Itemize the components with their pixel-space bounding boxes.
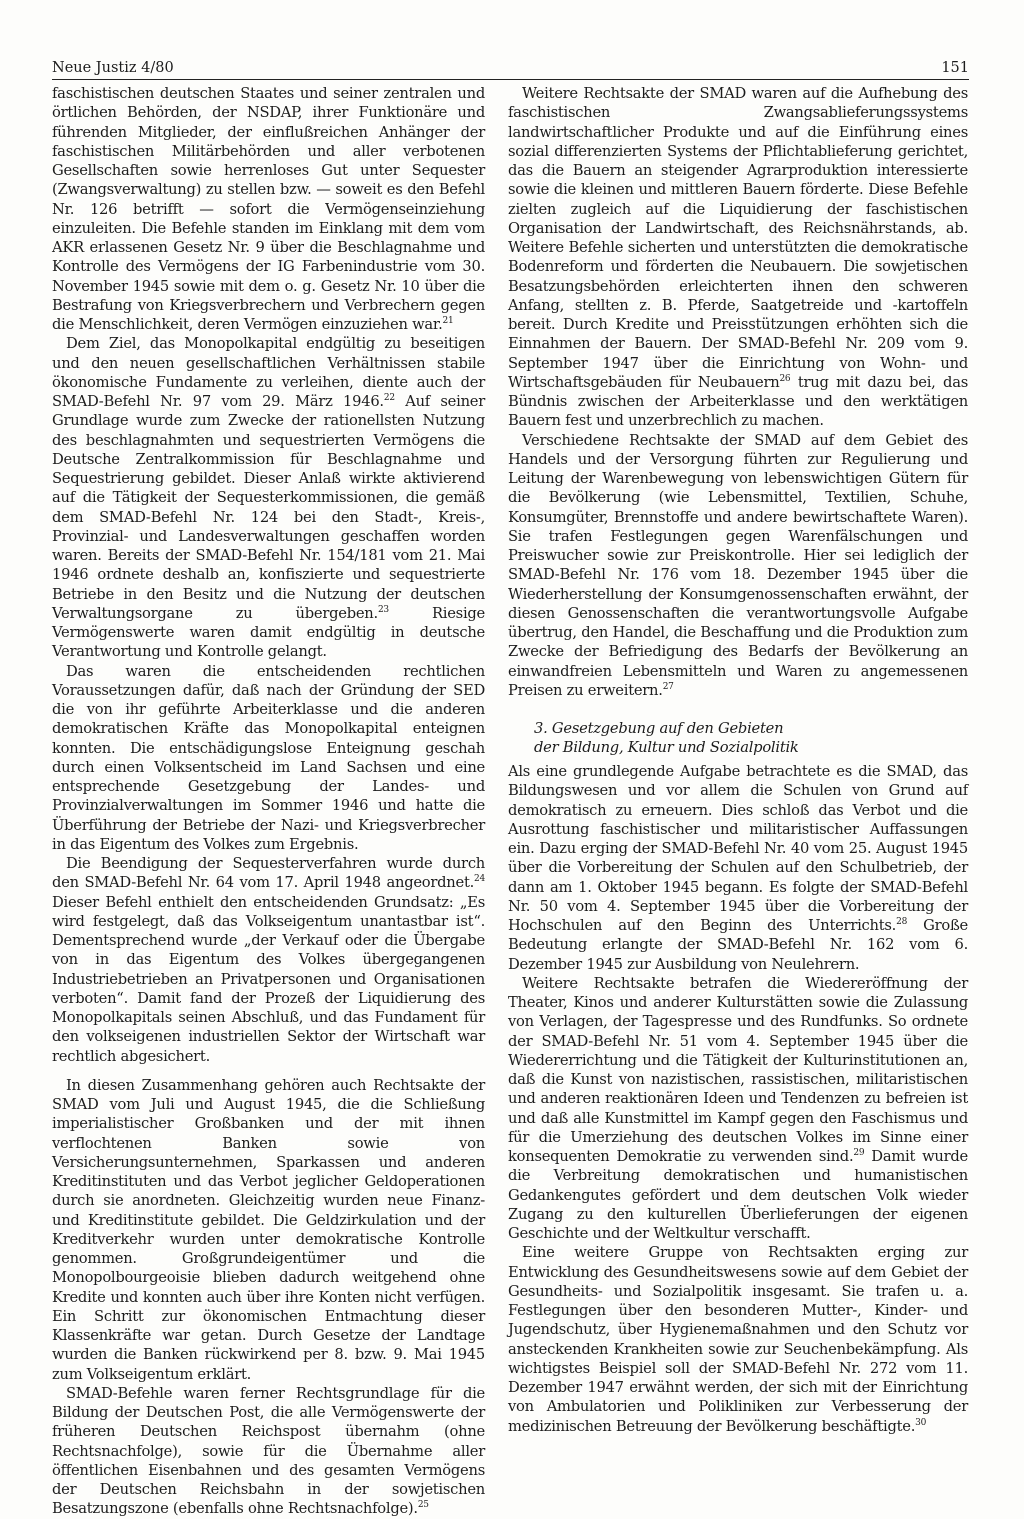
paragraph: SMAD-Befehle waren ferner Rechtsgrundlage für die Bildung der Deutschen Post, die alle Vermögenswerte der früheren Deutschen Reichspost übernahm (ohne Rechtsnachfolge), sowie für die Übernahme aller öffentlichen Eisenbahnen und des gesamten Vermögens der Deutschen Reichsbahn in der sowjetischen Besatzungszone (ebenfalls ohne Rechtsnachfolge).$^{25}$ (52, 1384, 485, 1518)
paragraph: In diesen Zusammenhang gehören auch Rechtsakte der SMAD vom Juli und August 1945, die die Schließung imperialistischer Großbanken und der mit ihnen verflochtenen Banken sowie von Versicherungsunternehmen, Sparkassen und anderen Kreditinstituten und das Verbot jeglicher Geldoperationen durch sie anordneten. Gleichzeitig wurden neue Finanz- und Kreditinstitute gebildet. Die Geldzirkulation und der Kreditverkehr wurden unter demokratische Kontrolle genommen. Großgrundeigentümer und die Monopolbourgeoisie blieben dadurch weitgehend ohne Kredite und konnten auch über ihre Konten nicht verfügen. Ein Schritt zur ökonomischen Entmachtung dieser Klassenkräfte war getan. Durch Gesetze der Landtage wurden die Banken rückwirkend per 8. bzw. 9. Mai 1945 zum Volkseigentum erklärt. (52, 1076, 485, 1383)
running-header (52, 56, 969, 80)
footnote-ref: 21 (442, 316, 454, 326)
footnote-ref: 24 (474, 874, 485, 885)
footnote-ref: 23 (377, 604, 389, 615)
footnote-ref: 22 (383, 393, 395, 403)
left-column (52, 84, 485, 1519)
footnote-ref: 25 (417, 1500, 429, 1511)
paragraph: Die Beendigung der Sequesterverfahren wurde durch den SMAD-Befehl Nr. 64 vom 17. April 1948 angeordnet.$^{24}$ Dieser Befehl enthielt den entscheidenden Grundsatz: „Es wird festgelegt, daß das Volkseigentum unantastbar ist“. Dementsprechend wurde „der Verkauf oder die Übergabe von in das Eigentum des Volkes übergegangenen Industriebetrieben an Privatpersonen und Organisationen verboten“. Damit fand der Prozeß der Liquidierung des Monopolkapitals seinen Abschluß, und das Fundament für den volkseigenen industriellen Sektor der Wirtschaft war rechtlich abgesichert. (52, 855, 485, 1065)
paragraph: Dem Ziel, das Monopolkapital endgültig zu beseitigen und den neuen gesellschaftlichen Verhältnissen stabile ökonomische Fundamente zu verleihen, diente auch der SMAD-Befehl Nr. 97 vom 29. März 1946.22 Auf seiner Grundlage wurde zum Zwecke der rationellsten Nutzung des beschlagnahmten und sequestrierten Vermögens die Deutsche Zentralkommission für Beschlagnahme und Sequestrierung gebildet. Dieser Anlaß wirkte aktivierend auf die Tätigkeit der Sequesterkommissionen, die gemäß dem SMAD-Befehl Nr. 124 bei den Stadt-, Kreis-, Provinzial- und Landesverwaltungen geschaffen worden waren. Bereits der SMAD-Befehl Nr. 154/181 vom 21. Mai 1946 ordnete deshalb an, konfiszierte und sequestrierte Betriebe in den Besitz und die Nutzung der deutschen Verwaltungsorgane zu übergeben.$^{23}$ Riesige Vermögenswerte waren damit endgültig in deutsche Verantwortung und Kontrolle gelangt. (52, 335, 485, 661)
paragraph: Als eine grundlegende Aufgabe betrachtete es die SMAD, das Bildungswesen und vor allem die Schulen von Grund auf demokratisch zu erneuern. Dies schloß das Verbot und die Ausrottung faschistischer und militaristischer Auffassungen ein. Dazu erging der SMAD-Befehl Nr. 40 vom 25. August 1945 über die Vorbereitung der Schulen auf den Schulbetrieb, der dann am 1. Oktober 1945 begann. Es folgte der SMAD-Befehl Nr. 50 vom 4. September 1945 über die Vorbereitung der Hochschulen auf den Beginn des Unterrichts.$^{28}$ Große Bedeutung erlangte der SMAD-Befehl Nr. 162 vom 6. Dezember 1945 zur Ausbildung von Neulehrern. (508, 763, 968, 973)
section-heading (534, 719, 968, 757)
page-number: 151 (941, 60, 969, 76)
section-heading-line: 3. Gesetzgebung auf den Gebieten (534, 720, 784, 737)
paragraph: Eine weitere Gruppe von Rechtsakten erging zur Entwicklung des Gesundheitswesens sowie auf dem Gebiet der Gesundheits- und Sozialpolitik insgesamt. Sie trafen u. a. Festlegungen über den besonderen Mutter-, Kinder- und Jugendschutz, über Hygienemaßnahmen und den Schutz vor ansteckenden Krankheiten sowie zur Seuchenbekämpfung. Als wichtigstes Beispiel soll der SMAD-Befehl Nr. 272 vom 11. Dezember 1947 erwähnt werden, der sich mit der Einrichtung von Ambulatorien und Polikliniken zur Verbesserung der medizinischen Betreuung der Bevölkerung beschäftigte.$^{30}$ (508, 1244, 968, 1435)
footnote-ref: 29 (853, 1148, 865, 1158)
paragraph: Weitere Rechtsakte der SMAD waren auf die Aufhebung des faschistischen Zwangsablieferungssystems landwirtschaftlicher Produkte und auf die Einführung eines sozial differenzierten Systems der Pflichtablieferung gerichtet, das die Bauern an steigender Agrarproduktion interessierte sowie die kleinen und mittleren Bauern förderte. Diese Befehle zielten zugleich auf die Liquidierung der faschistischen Organisation der Landwirtschaft, des Reichsnährstands, ab. Weitere Befehle sicherten und unterstützten die demokratische Bodenreform und förderten die Neubauern. Die sowjetischen Besatzungsbehörden erleichterten ihnen den schweren Anfang, stellten z. B. Pferde, Saatgetreide und -kartoffeln bereit. Durch Kredite und Preisstützungen erhöhten sich die Einnahmen der Bauern. Der SMAD-Befehl Nr. 209 vom 9. September 1947 über die Einrichtung von Wohn- und Wirtschaftsgebäuden für Neubauern$^{26}$ trug mit dazu bei, das Bündnis zwischen der Arbeiterklasse und den werktätigen Bauern fest und unzerbrechlich zu machen. (508, 85, 968, 430)
paragraph: Weitere Rechtsakte betrafen die Wiedereröffnung der Theater, Kinos und anderer Kulturstätten sowie die Zulassung von Verlagen, der Tagespresse und des Rundfunks. So ordnete der SMAD-Befehl Nr. 51 vom 4. September 1945 über die Wiedererrichtung und die Tätigkeit der Kulturinstitutionen an, daß die Kunst von nazistischen, rassistischen, militaristischen und anderen reaktionären Ideen und Tendenzen zu befreien ist und daß alle Kunstmittel im Kampf gegen den Faschismus und für die Umerziehung des deutschen Volkes im Sinne einer konsequenten Demokratie zu verwenden sind.$^{29}$ Damit wurde die Verbreitung demokratischen und humanistischen Gedankengutes gefördert und dem deutschen Volk wieder Zugang zu den kulturellen Überlieferungen der eigenen Geschichte und der Weltkultur verschafft. (508, 974, 968, 1242)
footnote-ref: 27 (662, 681, 674, 692)
journal-title: Neue Justiz 4/80 (52, 60, 174, 76)
paragraph: Das waren die entscheidenden rechtlichen Voraussetzungen dafür, daß nach der Gründung der SED die von ihr geführte Arbeiterklasse und die anderen demokratischen Kräfte das Monopolkapital enteignen konnten. Die entschädigungslose Enteignung geschah durch einen Volksentscheid im Land Sachsen und eine entsprechende Gesetzgebung der Landes- und Provinzialverwaltungen im Sommer 1946 und hatte die Überführung der Betriebe der Nazi- und Kriegsverbrecher in das Eigentum des Volkes zum Ergebnis. (52, 662, 485, 853)
right-column (508, 84, 968, 1436)
footnote-ref: 28 (896, 917, 908, 927)
paragraph: Verschiedene Rechtsakte der SMAD auf dem Gebiet des Handels und der Versorgung führten zur Regulierung und Leitung der Warenbewegung von lebenswichtigen Gütern für die Bevölkerung (wie Lebensmittel, Textilien, Schuhe, Konsumgüter, Brennstoffe und andere bewirtschaftete Waren). Sie trafen Festlegungen gegen Warenfälschungen und Preiswucher sowie zur Preiskontrolle. Hier sei lediglich der SMAD-Befehl Nr. 176 vom 18. Dezember 1945 über die Wiederherstellung der Konsumgenossenschaften erwähnt, der diesen Genossenschaften die verantwortungsvolle Aufgabe übertrug, den Handel, die Beschaffung und die Produktion zum Zwecke der Befriedigung des Bedarfs der Bevölkerung an einwandfreien Lebensmitteln und Waren zu angemessenen Preisen zu erweitern.$^{27}$ (508, 431, 968, 699)
paragraph: faschistischen deutschen Staates und seiner zentralen und örtlichen Behörden, der NSDAP, ihrer Funktionäre und führenden Mitglieder, der einflußreichen Anhänger der faschistischen Militärbehörden und aller verbotenen Gesellschaften sowie herrenloses Gut unter Sequester (Zwangsverwaltung) zu stellen bzw. — soweit es den Befehl Nr. 126 betrifft — sofort die Vermögenseinziehung einzuleiten. Die Befehle standen im Einklang mit dem vom AKR erlassenen Gesetz Nr. 9 über die Beschlagnahme und Kontrolle des Vermögens der IG Farbenindustrie vom 30. November 1945 sowie mit dem o. g. Gesetz Nr. 10 über die Bestrafung von Kriegsverbrechern und Verbrechern gegen die Menschlichkeit, deren Vermögen einzuziehen war.$^{21}$ (52, 85, 485, 333)
footnote-ref: 30 (915, 1417, 927, 1428)
footnote-ref: 26 (779, 373, 791, 384)
section-heading-line: der Bildung, Kultur und Sozialpolitik (534, 739, 799, 756)
